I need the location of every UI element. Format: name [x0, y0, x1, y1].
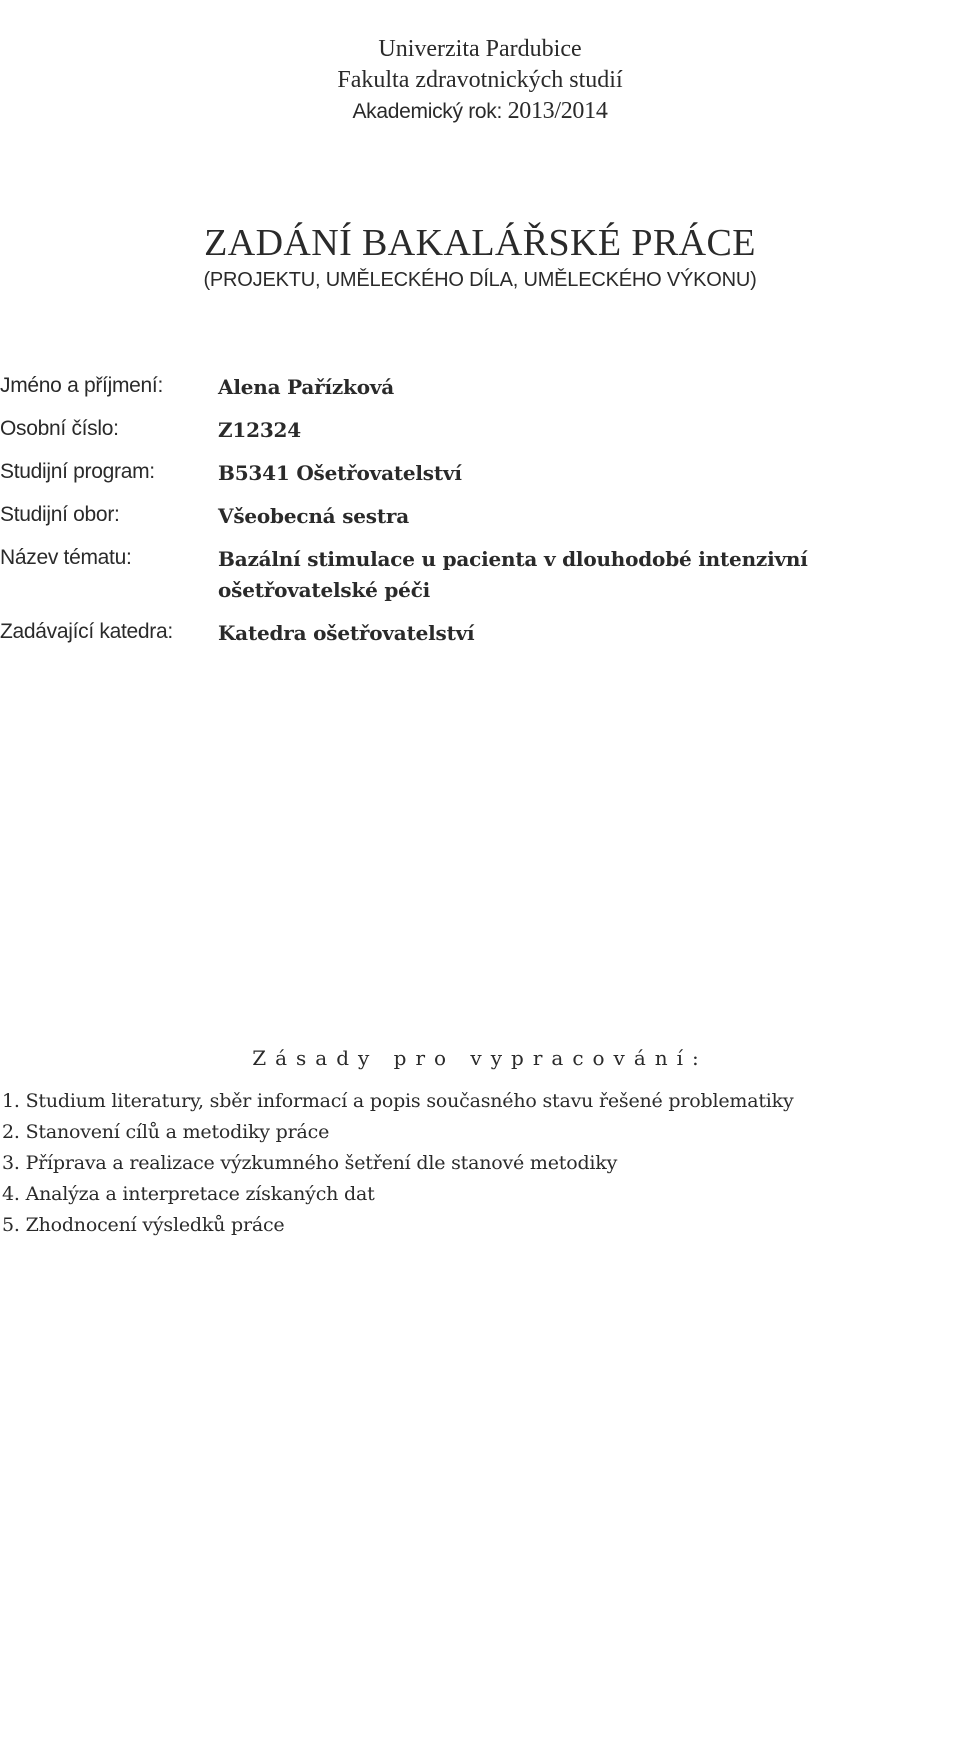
- title-block: [0, 220, 960, 294]
- principles-list: [2, 1086, 952, 1241]
- academic-year: [0, 96, 960, 127]
- info-value: Z12324: [218, 418, 301, 442]
- university-name: Univerzita Pardubice: [378, 36, 582, 62]
- faculty-name: Fakulta zdravotnických studií: [337, 67, 623, 93]
- page-subtitle: (PROJEKTU, UMĚLECKÉHO DÍLA, UMĚLECKÉHO VÝKONU): [203, 269, 757, 291]
- info-label: Zadávající katedra:: [0, 620, 173, 643]
- info-label: Jméno a příjmení:: [0, 374, 163, 397]
- info-row-study-program: [0, 458, 960, 489]
- info-label: Studijní obor:: [0, 503, 120, 526]
- info-row-topic: [0, 544, 960, 606]
- page-title: ZADÁNÍ BAKALÁŘSKÉ PRÁCE: [204, 222, 756, 264]
- info-value: B5341 Ošetřovatelství: [218, 461, 462, 485]
- list-item: 5. Zhodnocení výsledků práce: [2, 1214, 285, 1236]
- student-info: [0, 372, 960, 661]
- list-item: 2. Stanovení cílů a metodiky práce: [2, 1121, 330, 1143]
- info-label: Název tématu:: [0, 546, 132, 569]
- info-label: Osobní číslo:: [0, 417, 119, 440]
- list-item: 4. Analýza a interpretace získaných dat: [2, 1183, 375, 1205]
- academic-year-value: 2013/2014: [507, 98, 608, 124]
- list-item: 1. Studium literatury, sběr informací a popis současného stavu řešené problematiky: [2, 1090, 794, 1112]
- academic-year-label: Akademický rok:: [352, 100, 503, 123]
- document-header: [0, 34, 960, 127]
- info-row-personal-number: [0, 415, 960, 446]
- info-value: Bazální stimulace u pacienta v dlouhodobé intenzivní ošetřovatelské péči: [218, 547, 808, 602]
- info-value: Katedra ošetřovatelství: [218, 621, 475, 645]
- info-row-field-of-study: [0, 501, 960, 532]
- list-item: 3. Příprava a realizace výzkumného šetření dle stanové metodiky: [2, 1152, 618, 1174]
- info-label: Studijní program:: [0, 460, 155, 483]
- info-value: Alena Pařízková: [218, 375, 395, 399]
- info-value: Všeobecná sestra: [218, 504, 409, 528]
- info-row-department: [0, 618, 960, 649]
- principles-heading: Zásady pro vypracování:: [252, 1046, 708, 1070]
- info-row-name: [0, 372, 960, 403]
